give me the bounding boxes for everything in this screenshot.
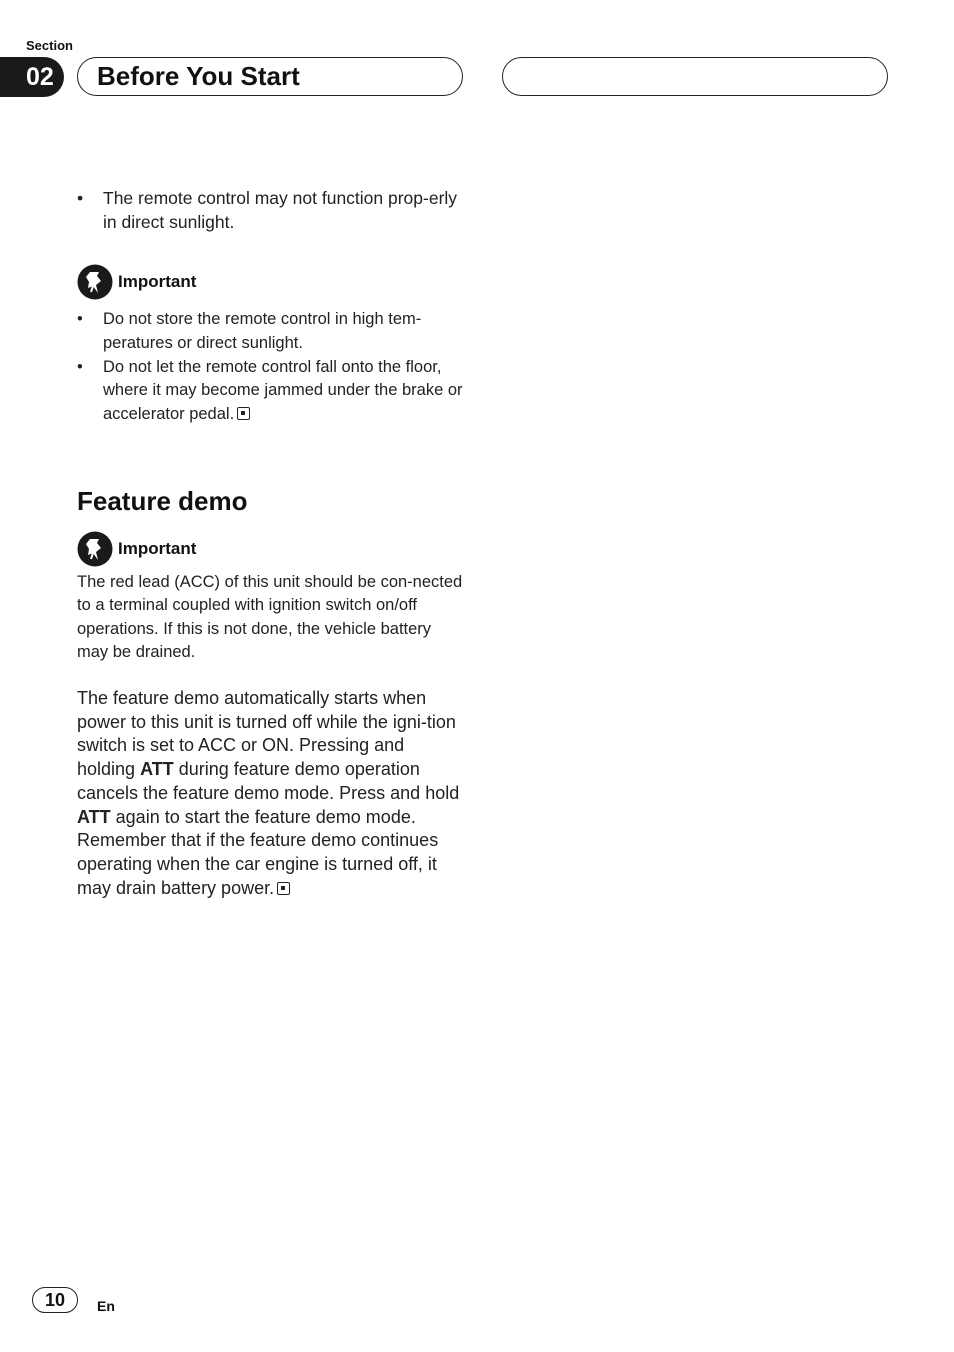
list-item-text: The remote control may not function prop-erly in direct sunlight. <box>103 188 458 232</box>
bullet-icon: • <box>77 310 83 328</box>
main-content <box>77 186 463 900</box>
header-empty-pill <box>502 57 888 96</box>
list-item-text: Do not let the remote control fall onto the floor, where it may become jammed under the brake or accelerator pedal. <box>103 357 463 424</box>
important-pin-icon <box>77 264 113 300</box>
important-header <box>77 531 463 567</box>
end-of-section-icon <box>237 407 250 420</box>
section-label: Section <box>26 38 73 53</box>
body-text: again to start the feature demo mode. Remember that if the feature demo continues operating when the car engine is turned off, it may drain battery power. <box>77 806 439 898</box>
important-header <box>77 264 463 300</box>
end-of-section-icon <box>277 882 290 895</box>
list-item <box>77 308 463 356</box>
body-text: The feature demo automatically starts when power to this unit is turned off while the igni-tion switch is set to ACC or ON. Pressing and holding <box>77 687 456 780</box>
feature-demo-heading: Feature demo <box>77 485 248 516</box>
att-button-label: ATT <box>140 759 174 780</box>
important-label: Important <box>118 538 197 558</box>
important-bullet-list <box>77 308 463 427</box>
body-text: during feature demo operation cancels the feature demo mode. Press and hold <box>77 759 460 803</box>
bullet-icon: • <box>77 188 84 208</box>
page-title-text: Before You Start <box>97 61 300 91</box>
remote-bullet-list <box>77 186 463 234</box>
important-label: Important <box>118 272 197 291</box>
list-item <box>77 186 463 234</box>
list-item-text: Do not store the remote control in high tem-peratures or direct sunlight. <box>103 310 422 352</box>
bullet-icon: • <box>77 357 83 376</box>
important-note-text: The red lead (ACC) of this unit should be con-nected to a terminal coupled with ignition switch on/off operations. If this is not done, the vehicle battery may be drained. <box>77 572 463 662</box>
language-code: En <box>97 1298 115 1314</box>
list-item <box>77 356 463 427</box>
section-number-badge: 02 <box>0 57 64 97</box>
page-title <box>77 57 463 96</box>
feature-demo-body <box>77 687 463 900</box>
att-button-label: ATT <box>77 806 111 827</box>
important-pin-icon <box>77 531 113 567</box>
page-number: 10 <box>32 1287 78 1313</box>
